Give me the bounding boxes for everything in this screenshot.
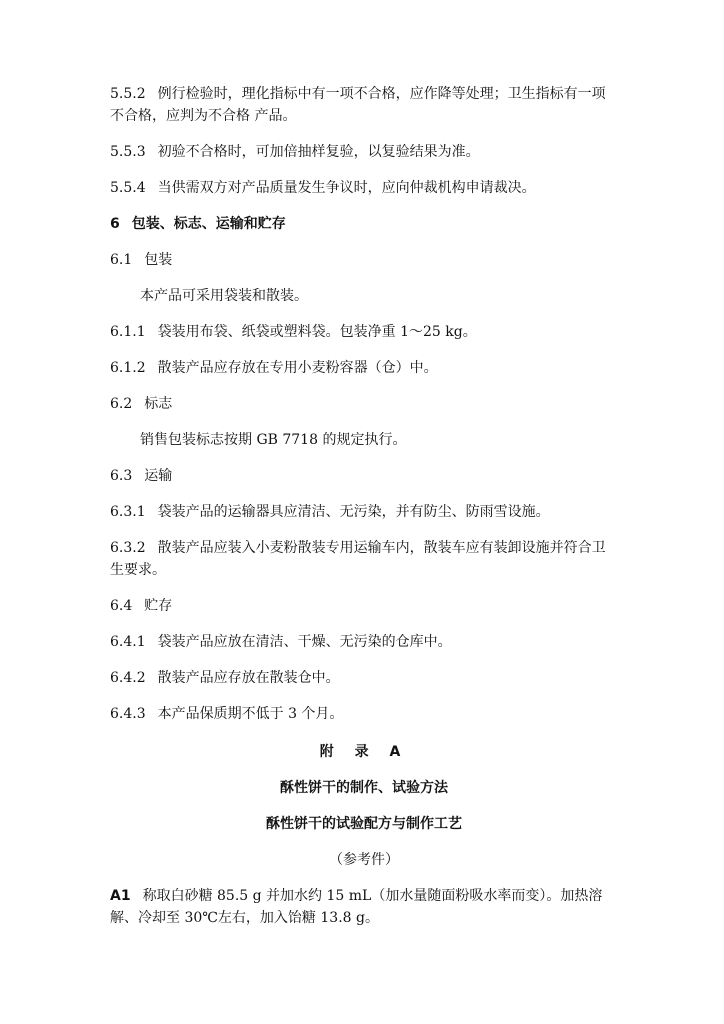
clause-6-4-2	[110, 667, 618, 689]
clause-6-1-2	[110, 357, 618, 379]
chapter-number: 6	[110, 216, 120, 232]
clause-number: 6.1.1	[110, 324, 146, 340]
clause-number: 6.1	[110, 252, 133, 268]
clause-text: 袋装用布袋、纸袋或塑料袋。包装净重 1～25 kg。	[157, 324, 477, 340]
clause-number: A1	[110, 888, 131, 904]
clause-text: 本产品保质期不低于 3 个月。	[157, 706, 344, 722]
clause-6-4-3	[110, 703, 618, 725]
clause-text: 例行检验时，理化指标中有一项不合格，应作降等处理；卫生指标有一项不合格，应判为不合格 产品。	[110, 86, 606, 124]
clause-title: 包装	[144, 252, 173, 268]
clause-5-5-4	[110, 177, 618, 199]
clause-text: 散装产品应装入小麦粉散装专用运输车内，散装车应有装卸设施并符合卫生要求。	[110, 540, 606, 578]
clause-number: 5.5.2	[110, 86, 146, 102]
clause-number: 5.5.3	[110, 144, 146, 160]
clause-text: 称取白砂糖 85.5 g 并加水约 15 mL（加水量随面粉吸水率而变）。加热溶解、冷却至 30℃左右，加入饴糖 13.8 g。	[110, 888, 603, 926]
clause-6-1-1	[110, 321, 618, 343]
appendix-title: 附 录 A	[319, 744, 409, 760]
clause-number: 6.2	[110, 396, 133, 412]
clause-text: 散装产品应存放在散装仓中。	[157, 670, 340, 686]
clause-5-5-3	[110, 141, 618, 163]
clause-6-2-body: 销售包装标志按期 GB 7718 的规定执行。	[140, 432, 407, 448]
clause-6-2-heading	[110, 393, 618, 415]
clause-number: 5.5.4	[110, 180, 146, 196]
clause-6-3-1	[110, 501, 618, 523]
clause-6-4-1	[110, 631, 618, 653]
clause-number: 6.4	[110, 598, 133, 614]
clause-6-1-heading	[110, 249, 618, 271]
clause-number: 6.1.2	[110, 360, 146, 376]
chapter-title: 包装、标志、运输和贮存	[131, 216, 286, 232]
clause-5-5-2	[110, 83, 618, 127]
appendix-subtitle-1: 酥性饼干的制作、试验方法	[280, 780, 448, 796]
clause-number: 6.3	[110, 468, 133, 484]
clause-title: 贮存	[144, 598, 173, 614]
clause-text: 初验不合格时，可加倍抽样复验，以复验结果为准。	[157, 144, 480, 160]
clause-number: 6.4.3	[110, 706, 146, 722]
clause-title: 运输	[144, 468, 173, 484]
clause-6-3-heading	[110, 465, 618, 487]
clause-6-1-body: 本产品可采用袋装和散装。	[140, 288, 308, 304]
clause-6-3-2	[110, 537, 618, 581]
clause-text: 当供需双方对产品质量发生争议时，应向仲裁机构申请裁决。	[157, 180, 536, 196]
clause-number: 6.3.2	[110, 540, 146, 556]
clause-number: 6.4.1	[110, 634, 146, 650]
clause-number: 6.3.1	[110, 504, 146, 520]
clause-title: 标志	[144, 396, 173, 412]
clause-text: 袋装产品应放在清洁、干燥、无污染的仓库中。	[157, 634, 452, 650]
clause-6-4-heading	[110, 595, 618, 617]
clause-a1	[110, 885, 618, 929]
document-page	[110, 83, 618, 929]
clause-number: 6.4.2	[110, 670, 146, 686]
clause-text: 散装产品应存放在专用小麦粉容器（仓）中。	[157, 360, 438, 376]
appendix-note: （参考件）	[329, 852, 399, 868]
chapter-6-heading	[110, 213, 618, 235]
appendix-subtitle-2: 酥性饼干的试验配方与制作工艺	[266, 816, 462, 832]
clause-text: 袋装产品的运输器具应清洁、无污染，并有防尘、防雨雪设施。	[157, 504, 550, 520]
